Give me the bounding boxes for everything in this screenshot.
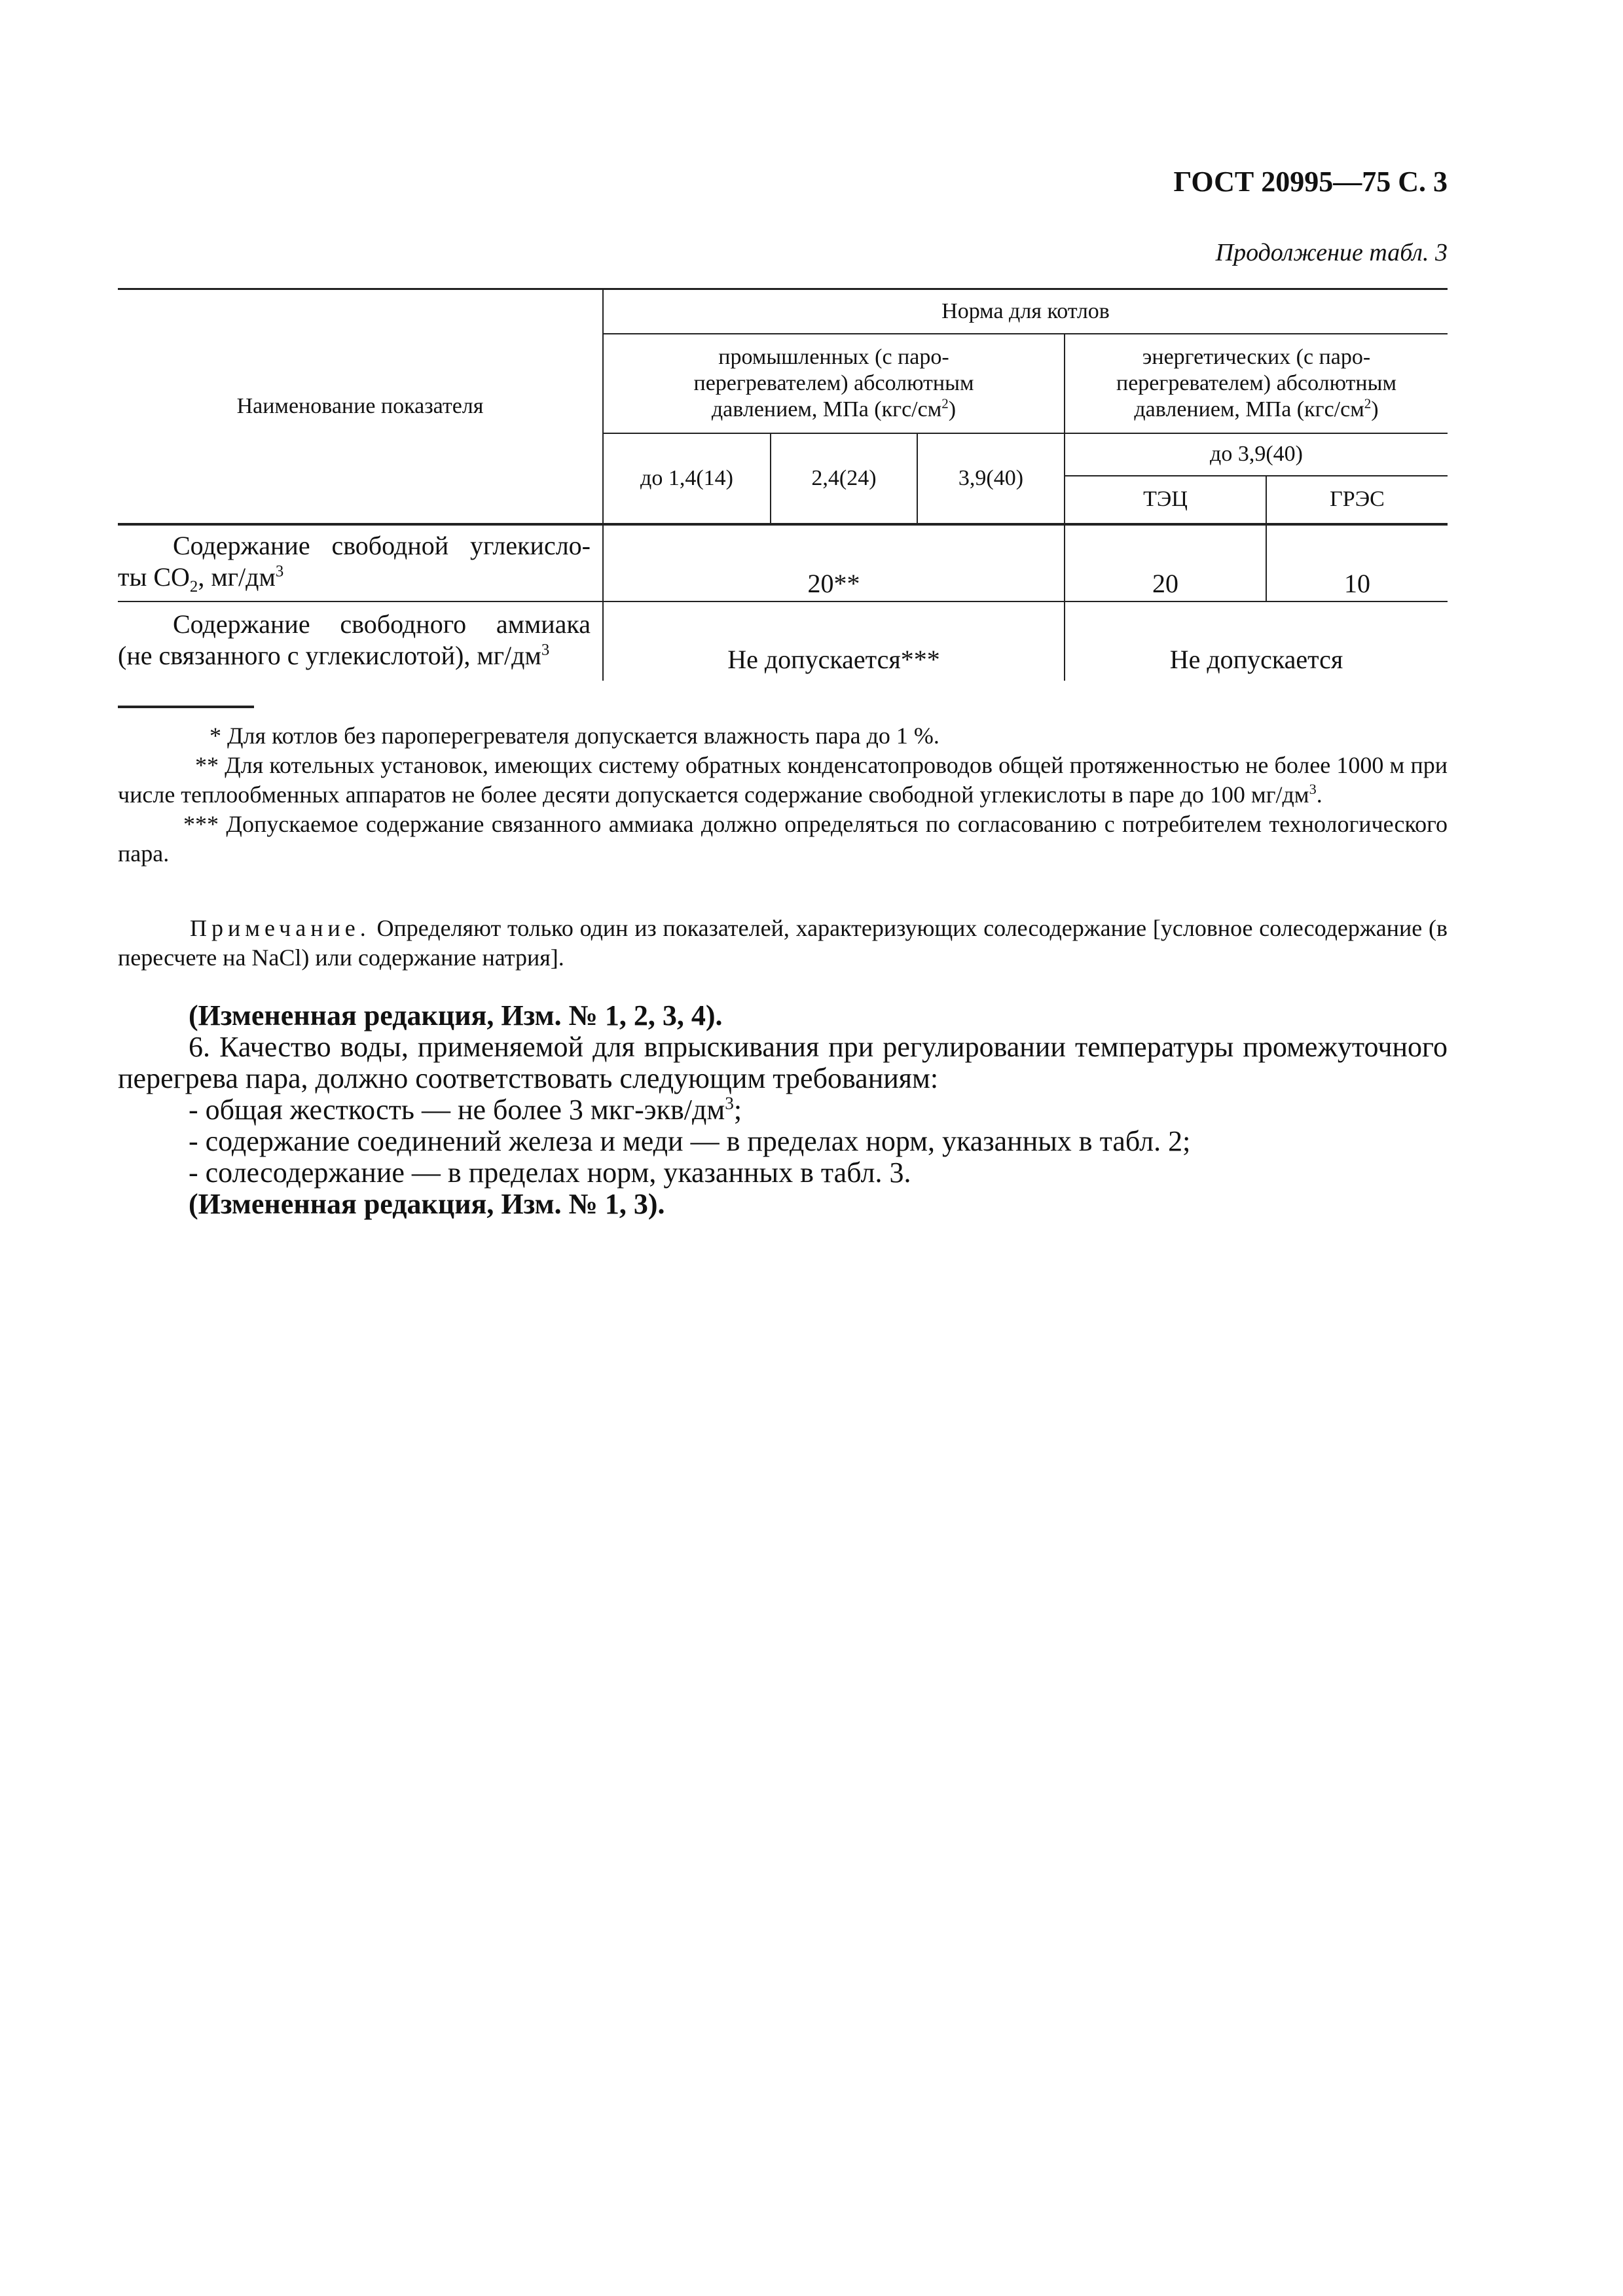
revision-note-1: (Измененная редакция, Изм. № 1, 2, 3, 4). xyxy=(189,999,723,1031)
table-header-bottom-border xyxy=(118,523,1448,526)
header-tec: ТЭЦ xyxy=(1143,487,1188,512)
requirement-hardness: - общая жесткость — не более 3 мкг-$экв/дм^3$; xyxy=(189,1093,742,1126)
header-pressure-2-4: 2,4(24) xyxy=(811,465,877,490)
header-energy-pressure: до 3,9(40) xyxy=(1210,442,1303,467)
footnote-2: ** Для котельных установок, имеющих систему обратных конденсатопроводов общей протяженностью не более 1000 м при числе теплообменных аппаратов не более десяти допускается содержание свободной углекислоты в паре до 100 $мг/дм^3$. xyxy=(118,752,1448,808)
footnote-3: *** Допускаемое содержание связанного аммиака должно определяться по согласованию с потребителем технологического пара. xyxy=(118,811,1448,867)
row-co2-tec: 20 xyxy=(1152,569,1178,599)
table-note xyxy=(118,914,1448,973)
row-co2-industrial: 20** xyxy=(807,569,860,599)
norms-table xyxy=(118,288,1448,681)
table-rule xyxy=(118,601,1448,602)
note-label: Примечание. xyxy=(190,915,371,941)
footnote-separator xyxy=(118,706,254,708)
header-gres: ГРЭС xyxy=(1330,487,1385,512)
footnote-1: * Для котлов без пароперегревателя допускается влажность пара до 1 %. xyxy=(210,723,939,749)
row-ammonia-energy: Не допускается xyxy=(1169,645,1343,675)
header-norm-group: Норма для котлов xyxy=(941,298,1110,323)
row-co2-name: Содержание свободной углекисло- ты $СО_2$, $мг/дм^3$ xyxy=(118,531,591,596)
table-continuation-label: Продолжение табл. 3 xyxy=(1215,239,1448,266)
requirement-iron-copper: - содержание соединений железа и меди — в пределах норм, указанных в табл. 2; xyxy=(189,1125,1191,1157)
requirement-salt: - солесодержание — в пределах норм, указанных в табл. 3. xyxy=(189,1157,911,1189)
row-ammonia-industrial: Не допускается*** xyxy=(727,645,940,675)
note-text: Определяют только один из показателей, характеризующих солесодержание [условное солесодержание (в пересчете на NaCl) или содержание натрия]. xyxy=(118,915,1448,971)
header-pressure-1-4: до 1,4(14) xyxy=(640,465,733,490)
body-section xyxy=(118,1000,1448,1220)
header-indicator-name: Наименование показателя xyxy=(236,393,484,418)
row-ammonia-name: Содержание свободного аммиака (не связанного с углекислотой), $мг/дм^3$ xyxy=(118,609,591,670)
header-industrial-boilers: промышленных (с паро- перегревателем) абсолютным давлением, МПа $(кгс/см^2)$ xyxy=(693,344,974,422)
revision-note-2: (Измененная редакция, Изм. № 1, 3). xyxy=(189,1188,665,1220)
footnotes xyxy=(118,721,1448,869)
item-6: 6. Качество воды, применяемой для впрыскивания при регулировании температуры промежуточного перегрева пара, должно соответствовать следующим требованиям: xyxy=(118,1031,1448,1094)
row-co2-gres: 10 xyxy=(1344,569,1370,599)
header-energy-boilers: энергетических (с паро- перегревателем) абсолютным давлением, МПа $(кгс/см^2)$ xyxy=(1116,344,1396,422)
header-pressure-3-9: 3,9(40) xyxy=(958,465,1024,490)
page-header: ГОСТ 20995—75 С. 3 xyxy=(1173,166,1448,198)
